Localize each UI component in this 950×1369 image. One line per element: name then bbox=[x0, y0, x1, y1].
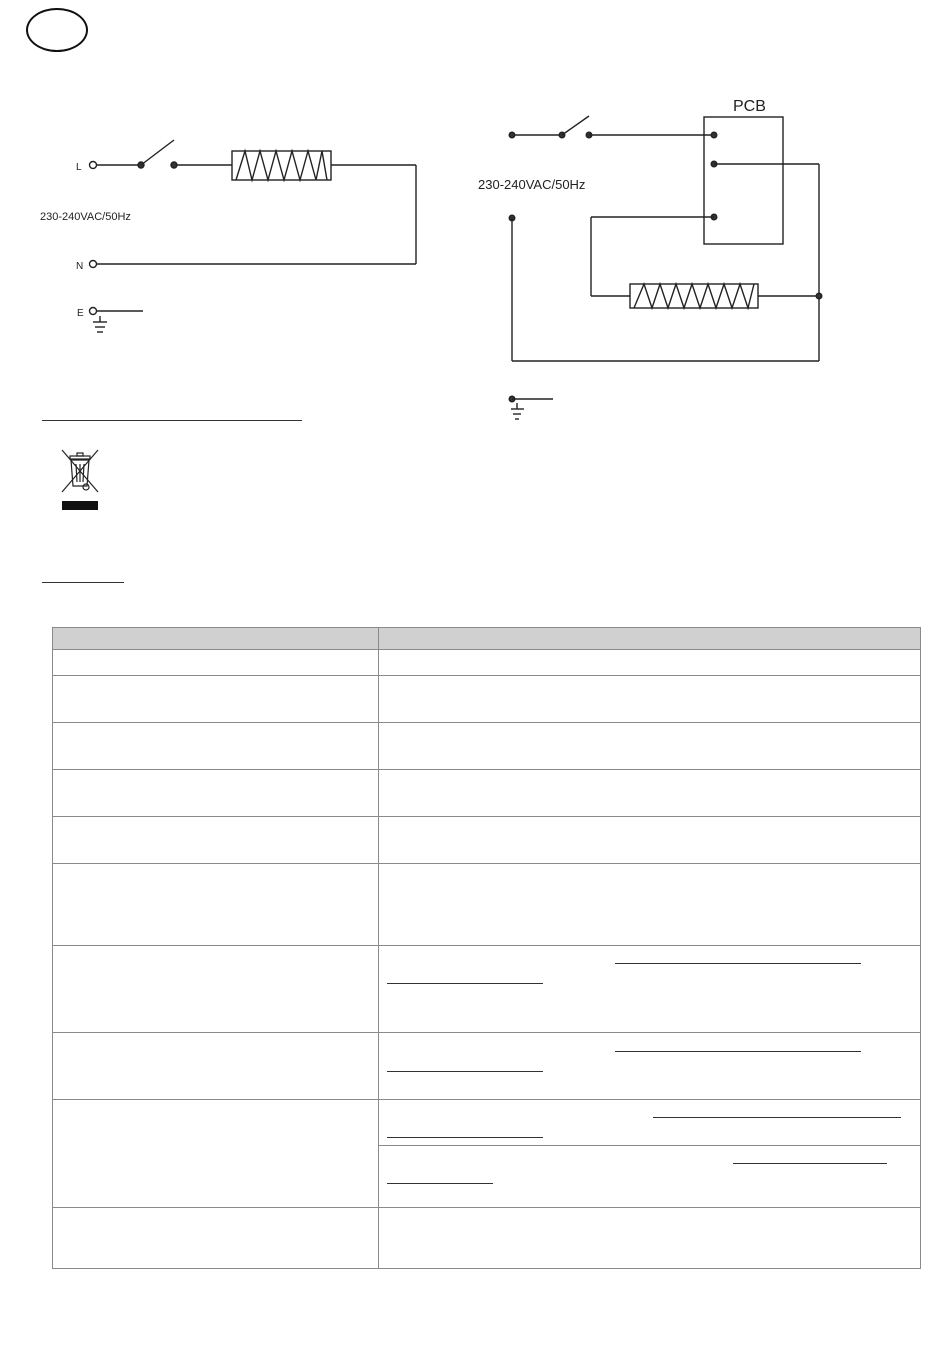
table-row bbox=[53, 676, 921, 723]
ground-symbol-icon bbox=[93, 316, 107, 332]
heating-element-icon bbox=[630, 284, 758, 308]
table-row bbox=[53, 1100, 921, 1146]
table-cell bbox=[379, 676, 921, 723]
table-row bbox=[53, 723, 921, 770]
table-cell bbox=[53, 946, 379, 1033]
table-row bbox=[53, 650, 921, 676]
table-cell bbox=[53, 650, 379, 676]
table-cell bbox=[379, 864, 921, 946]
table-cell bbox=[53, 676, 379, 723]
specification-table bbox=[52, 627, 921, 1269]
table-cell-underlined bbox=[379, 1033, 921, 1100]
table-cell-underlined bbox=[379, 1100, 921, 1146]
underline-mark bbox=[387, 1071, 543, 1072]
table-row bbox=[53, 864, 921, 946]
switch-icon bbox=[138, 140, 177, 168]
heating-element-icon bbox=[232, 151, 331, 180]
left-supply-label: 230-240VAC/50Hz bbox=[40, 211, 131, 223]
table-row bbox=[53, 946, 921, 1033]
terminal-e-circle bbox=[90, 308, 97, 315]
crossed-out-wheelie-bin-icon bbox=[56, 446, 104, 512]
table-cell bbox=[53, 1033, 379, 1100]
table-cell bbox=[53, 770, 379, 817]
table-cell bbox=[53, 723, 379, 770]
pcb-label: PCB bbox=[733, 98, 766, 115]
table-cell bbox=[53, 864, 379, 946]
table-row bbox=[53, 817, 921, 864]
wiring-diagrams bbox=[0, 0, 950, 440]
table-cell-underlined bbox=[379, 946, 921, 1033]
terminal-l-label: L bbox=[76, 162, 82, 173]
underline-mark bbox=[615, 1051, 861, 1052]
table-cell bbox=[379, 1208, 921, 1269]
table-header-cell bbox=[53, 628, 379, 650]
underline-mark bbox=[615, 963, 861, 964]
terminal-n-label: N bbox=[76, 261, 84, 272]
terminal-n-circle bbox=[90, 261, 97, 268]
right-supply-label: 230-240VAC/50Hz bbox=[478, 177, 586, 192]
terminal-e-label: E bbox=[77, 308, 84, 319]
table-cell bbox=[53, 1100, 379, 1208]
table-header-row bbox=[53, 628, 921, 650]
table-row bbox=[53, 1208, 921, 1269]
table-row bbox=[53, 770, 921, 817]
underline-mark bbox=[387, 1183, 493, 1184]
table-cell bbox=[53, 1208, 379, 1269]
terminal-l-circle bbox=[90, 162, 97, 169]
underline-mark bbox=[653, 1117, 901, 1118]
switch-icon bbox=[559, 116, 592, 138]
table-cell bbox=[379, 650, 921, 676]
table-row bbox=[53, 1033, 921, 1100]
underline-mark bbox=[733, 1163, 887, 1164]
table-cell-underlined bbox=[379, 1146, 921, 1208]
table-cell bbox=[379, 770, 921, 817]
underline-mark bbox=[387, 1137, 543, 1138]
underline-mark bbox=[387, 983, 543, 984]
table-cell bbox=[379, 817, 921, 864]
heading-rule bbox=[42, 582, 124, 583]
table-cell bbox=[379, 723, 921, 770]
table-cell bbox=[53, 817, 379, 864]
section-rule bbox=[42, 420, 302, 421]
table-header-cell bbox=[379, 628, 921, 650]
ground-symbol-icon bbox=[511, 403, 524, 419]
